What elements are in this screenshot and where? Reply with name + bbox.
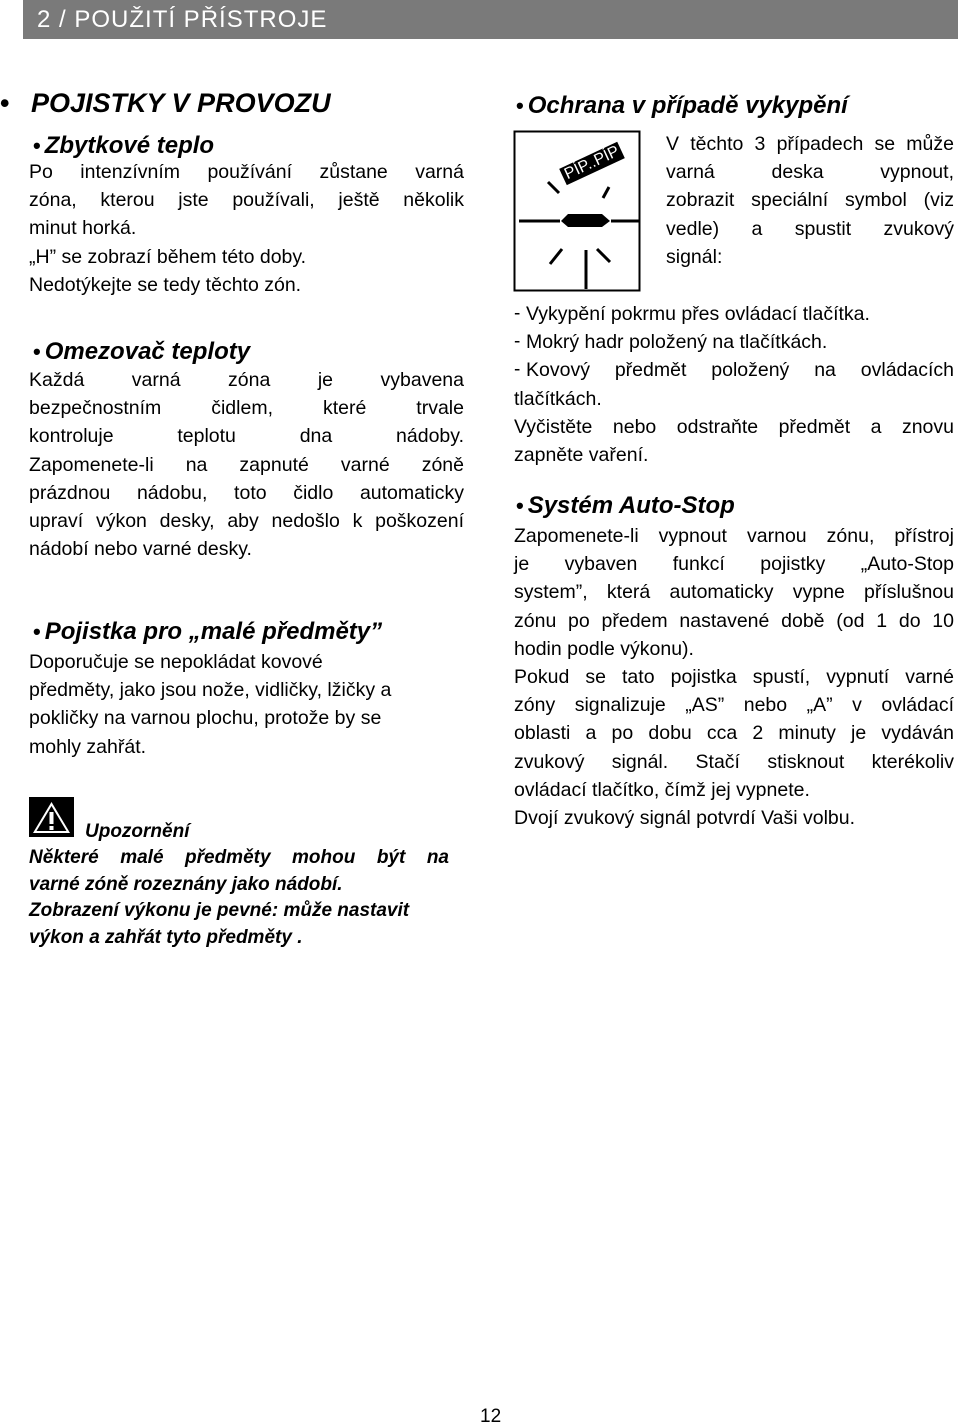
residual-heat-text xyxy=(29,158,464,299)
text-line: Kovový předmět položený na ovládacích xyxy=(526,359,954,382)
text-line: „H” se zobrazí během této doby. xyxy=(29,245,307,268)
small-objects-heading xyxy=(33,618,382,646)
text-line: zóny signalizuje „AS” nebo „A” v ovládací xyxy=(514,694,954,717)
section-title: 2 / POUŽITÍ PŘÍSTROJE xyxy=(37,6,328,33)
overflow-symbol-figure xyxy=(513,130,641,292)
text-line: Vykypění pokrmu přes ovládací tlačítka. xyxy=(526,303,870,325)
text-line: Vyčistěte nebo odstraňte předmět a znovu xyxy=(514,415,954,438)
text-line: Dvojí zvukový signál potvrdí Vaši volbu. xyxy=(514,807,856,830)
overflow-heading xyxy=(516,92,848,120)
text-line: hodin podle výkonu). xyxy=(514,637,694,660)
overflow-list xyxy=(514,300,954,469)
text-line: upraví výkon desky, aby nedošlo k poškození xyxy=(29,510,464,533)
bullet: • xyxy=(516,493,524,518)
warning-text xyxy=(29,845,449,951)
beep-text: PÍP..PÍP xyxy=(559,142,625,186)
text-line: zóna, kterou jste používali, ještě několik xyxy=(29,189,464,212)
bullet: • xyxy=(33,339,41,364)
residual-heat-heading xyxy=(33,132,214,160)
small-objects-title: Pojistka pro „malé předměty” xyxy=(44,618,383,645)
left-column xyxy=(0,0,480,1000)
main-heading: POJISTKY V PROVOZU xyxy=(31,88,331,118)
overflow-title: Ochrana v případě vykypění xyxy=(527,92,848,119)
text-line: signál: xyxy=(666,245,723,268)
text-line: zónu po předem nastavené době (od 1 do 10 xyxy=(514,609,954,632)
residual-heat-title: Zbytkové teplo xyxy=(44,132,215,159)
text-line: Zapomenete-li vypnout varnou zónu, přístroj xyxy=(514,525,954,547)
small-objects-text xyxy=(29,648,464,761)
warning-title: Upozornění xyxy=(85,821,190,842)
limiter-title: Omezovač teploty xyxy=(44,338,251,365)
text-line: výkon a zahřát tyto předměty . xyxy=(29,926,303,948)
text-line: varná deska vypnout, xyxy=(666,161,954,184)
text-line: vedle) a spustit zvukový xyxy=(666,217,954,240)
text-line: Pokud se tato pojistka spustí, vypnutí varné xyxy=(514,666,954,689)
text-line: kontroluje teplotu dna nádoby. xyxy=(29,425,464,448)
limiter-text xyxy=(29,366,464,563)
text-line: Mokrý hadr položený na tlačítkách. xyxy=(526,331,828,354)
autostop-heading xyxy=(516,492,735,520)
autostop-text xyxy=(514,522,954,832)
autostop-title: Systém Auto-Stop xyxy=(527,492,735,519)
text-line: mohly zahřát. xyxy=(29,735,147,758)
text-line: oblasti a po dobu cca 2 minuty je vydáván xyxy=(514,722,954,745)
list-item: - Mokrý hadr položený na tlačítkách. xyxy=(514,328,954,356)
text-line: pokličky na varnou plochu, protože by se xyxy=(29,707,382,730)
text-line: minut horká. xyxy=(29,217,137,240)
list-item: - Vykypění pokrmu přes ovládací tlačítka. xyxy=(514,300,954,328)
page-number: 12 xyxy=(480,1406,502,1427)
text-line: Některé malé předměty mohou být na xyxy=(29,847,449,868)
text-line: nádobí nebo varné desky. xyxy=(29,538,252,561)
text-line: varné zóně rozeznány jako nádobí. xyxy=(29,873,343,895)
bullet: • xyxy=(516,93,524,118)
text-line: Každá varná zóna je vybavena xyxy=(29,369,464,391)
warning-icon xyxy=(29,797,74,837)
text-line: je vybaven funkcí pojistky „Auto-Stop xyxy=(514,553,954,576)
text-line: Po intenzívním používání zůstane varná xyxy=(29,161,464,183)
text-line: prázdnou nádobu, toto čidlo automaticky xyxy=(29,481,464,504)
text-line: zobrazit speciální symbol (viz xyxy=(666,189,954,212)
overflow-intro xyxy=(666,130,954,271)
text-line: system”, která automaticky vypne příslušnou xyxy=(514,581,954,604)
text-line: ovládací tlačítko, čímž jej vypnete. xyxy=(514,778,810,801)
text-line: předměty, jako jsou nože, vidličky, lžičky a xyxy=(29,679,392,702)
text-line: Doporučuje se nepokládat kovové xyxy=(29,651,323,673)
main-bullet: • xyxy=(0,88,10,118)
text-line: tlačítkách. xyxy=(514,387,602,410)
text-line: V těchto 3 případech se může xyxy=(666,133,954,155)
text-line: Zobrazení výkonu je pevné: může nastavit xyxy=(29,900,410,921)
text-line: zapněte vaření. xyxy=(514,444,649,467)
list-item: - Kovový předmět položený na ovládacích xyxy=(514,356,954,384)
bullet: • xyxy=(33,619,41,644)
text-line: zvukový signál. Stačí stisknout kterékoliv xyxy=(514,750,954,773)
limiter-heading xyxy=(33,338,250,366)
text-line: bezpečnostním čidlem, které trvale xyxy=(29,397,464,420)
text-line: Nedotýkejte se tedy těchto zón. xyxy=(29,273,302,296)
bullet: • xyxy=(33,133,41,158)
text-line: Zapomenete-li na zapnuté varné zóně xyxy=(29,453,464,476)
right-column xyxy=(480,0,960,1000)
